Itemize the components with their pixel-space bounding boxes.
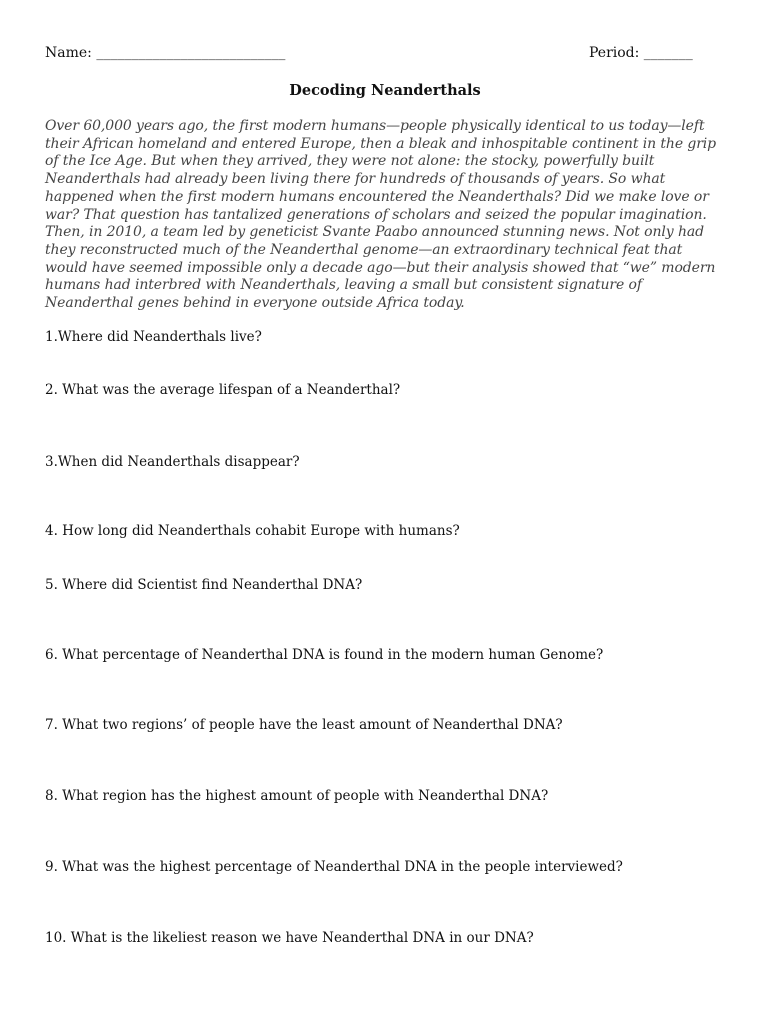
question-8: 8. What region has the highest amount of people with Neanderthal DNA? [45, 788, 549, 804]
name-field: Name: ___________________________ [45, 45, 286, 61]
intro-paragraph: Over 60,000 years ago, the first modern humans—people physically identical to us today—left their African homeland and entered Europe, then a bleak and inhospitable continent in the grip of the Ice Age. But when they arrived, they were not alone: the stocky, powerfully built Neanderthals had already been living there for hundreds of thousands of years. So what happened when the first modern humans encountered the Neanderthals? Did we make love or war? That question has tantalized generations of scholars and seized the popular imagination. Then, in 2010, a team led by geneticist Svante Paabo announced stunning news. Not only had they reconstructed much of the Neanderthal genome—an extraordinary technical feat that would have seemed impossible only a decade ago—but their analysis showed that “we” modern humans had interbred with Neanderthals, leaving a small but consistent signature of Neanderthal genes behind in everyone outside Africa today. [45, 118, 717, 312]
question-5: 5. Where did Scientist find Neanderthal DNA? [45, 577, 363, 593]
period-field: Period: _______ [589, 45, 693, 61]
question-10: 10. What is the likeliest reason we have Neanderthal DNA in our DNA? [45, 930, 534, 946]
question-9: 9. What was the highest percentage of Neanderthal DNA in the people interviewed? [45, 859, 623, 875]
header-row [45, 45, 705, 65]
question-2: 2. What was the average lifespan of a Neanderthal? [45, 382, 401, 398]
page-title: Decoding Neanderthals [289, 82, 481, 99]
question-1: 1.Where did Neanderthals live? [45, 329, 262, 345]
question-3: 3.When did Neanderthals disappear? [45, 454, 300, 470]
question-6: 6. What percentage of Neanderthal DNA is found in the modern human Genome? [45, 647, 604, 663]
question-4: 4. How long did Neanderthals cohabit Europe with humans? [45, 523, 460, 539]
question-7: 7. What two regions’ of people have the least amount of Neanderthal DNA? [45, 717, 563, 733]
